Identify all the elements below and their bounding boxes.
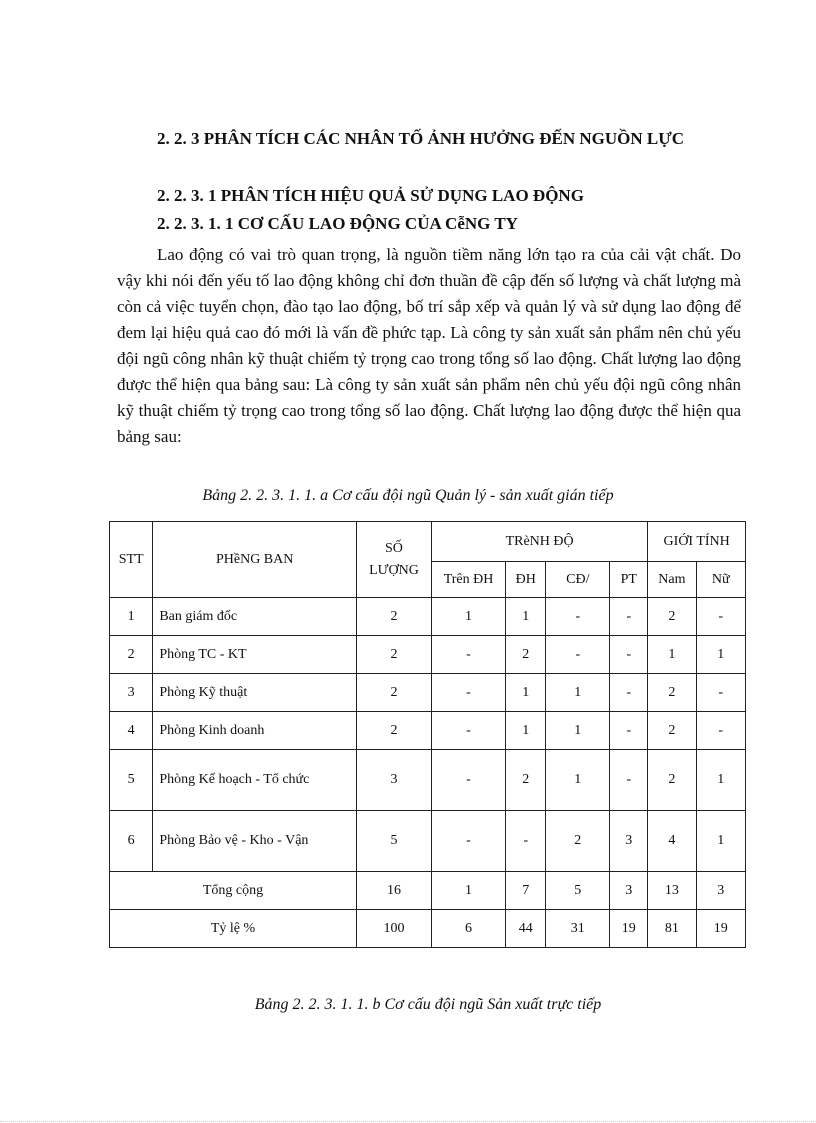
table-row bbox=[110, 712, 746, 750]
cell-uni: 1 bbox=[506, 674, 546, 712]
total-count: 16 bbox=[357, 872, 432, 910]
cell-dept: Phòng Bảo vệ - Kho - Vận bbox=[153, 811, 357, 872]
cell-stt: 4 bbox=[110, 712, 153, 750]
ratio-row bbox=[110, 910, 746, 948]
cell-male: 2 bbox=[648, 750, 696, 811]
section-heading-2-2-3: 2. 2. 3 PHÂN TÍCH CÁC NHÂN TỐ ẢNH HƯỞNG ĐẾN NGUỒN LỰC bbox=[157, 129, 685, 148]
body-paragraph: Lao động có vai trò quan trọng, là nguồn tiềm năng lớn tạo ra của cải vật chất. Do vậy khi nói đến yếu tố lao động không chỉ đơn thuần đề cập đến số lượng và chất lượng mà còn cả việc tuyển chọn, đào tạo lao động, bố trí sắp xếp và quản lý và sử dụng lao động để đem lại hiệu quả cao đó mới là vấn đề phức tạp. Là công ty sản xuất sản phẩm nên chủ yếu đội ngũ công nhân kỹ thuật chiếm tỷ trọng cao trong tổng số lao động. Chất lượng lao động được thể hiện qua bảng sau: Là công ty sản xuất sản phẩm nên chủ yếu đội ngũ công nhân kỹ thuật chiếm tỷ trọng cao trong tổng số lao động. Chất lượng lao động được thể hiện qua bảng sau: bbox=[117, 245, 741, 446]
cell-count: 2 bbox=[357, 636, 432, 674]
cell-college: 1 bbox=[546, 674, 610, 712]
cell-above-uni: 1 bbox=[431, 598, 505, 636]
ratio-count: 100 bbox=[357, 910, 432, 948]
section-heading-2-2-3-1-1: 2. 2. 3. 1. 1 CƠ CẤU LAO ĐỘNG CỦA CễNG TY bbox=[157, 214, 518, 233]
cell-pt: - bbox=[610, 750, 648, 811]
cell-pt: - bbox=[610, 598, 648, 636]
cell-pt: - bbox=[610, 712, 648, 750]
cell-count: 2 bbox=[357, 674, 432, 712]
cell-stt: 5 bbox=[110, 750, 153, 811]
header-uni: ĐH bbox=[506, 562, 546, 598]
cell-pt: - bbox=[610, 674, 648, 712]
header-female: Nữ bbox=[696, 562, 746, 598]
cell-uni: 1 bbox=[506, 712, 546, 750]
table-row bbox=[110, 636, 746, 674]
cell-uni: 1 bbox=[506, 598, 546, 636]
cell-above-uni: - bbox=[431, 636, 505, 674]
cell-dept: Phòng Kế hoạch - Tổ chức bbox=[153, 750, 357, 811]
header-college: CĐ/ bbox=[546, 562, 610, 598]
ratio-pt: 19 bbox=[610, 910, 648, 948]
cell-dept: Phòng Kinh doanh bbox=[153, 712, 357, 750]
cell-college: - bbox=[546, 598, 610, 636]
table-row bbox=[110, 750, 746, 811]
header-gender: GIỚI TÍNH bbox=[648, 522, 746, 562]
ratio-label: Tỷ lệ % bbox=[110, 910, 357, 948]
cell-male: 4 bbox=[648, 811, 696, 872]
cell-pt: - bbox=[610, 636, 648, 674]
cell-dept: Phòng Kỹ thuật bbox=[153, 674, 357, 712]
total-row bbox=[110, 872, 746, 910]
total-above-uni: 1 bbox=[431, 872, 505, 910]
cell-above-uni: - bbox=[431, 811, 505, 872]
cell-above-uni: - bbox=[431, 712, 505, 750]
ratio-female: 19 bbox=[696, 910, 746, 948]
cell-female: 1 bbox=[696, 750, 746, 811]
ratio-male: 81 bbox=[648, 910, 696, 948]
section-heading-2-2-3-1: 2. 2. 3. 1 PHÂN TÍCH HIỆU QUẢ SỬ DỤNG LAO ĐỘNG bbox=[157, 186, 584, 205]
cell-female: 1 bbox=[696, 811, 746, 872]
cell-stt: 2 bbox=[110, 636, 153, 674]
cell-female: 1 bbox=[696, 636, 746, 674]
cell-dept: Ban giám đốc bbox=[153, 598, 357, 636]
cell-stt: 3 bbox=[110, 674, 153, 712]
header-stt: STT bbox=[110, 522, 153, 598]
table-caption-a: Bảng 2. 2. 3. 1. 1. a Cơ cấu đội ngũ Quản lý - sản xuất gián tiếp bbox=[202, 487, 614, 504]
cell-above-uni: - bbox=[431, 750, 505, 811]
total-female: 3 bbox=[696, 872, 746, 910]
labor-structure-table bbox=[109, 521, 746, 948]
cell-male: 2 bbox=[648, 674, 696, 712]
header-high-school: PT bbox=[610, 562, 648, 598]
total-college: 5 bbox=[546, 872, 610, 910]
header-count: SỐ LƯỢNG bbox=[357, 522, 432, 598]
cell-uni: 2 bbox=[506, 636, 546, 674]
cell-stt: 6 bbox=[110, 811, 153, 872]
cell-above-uni: - bbox=[431, 674, 505, 712]
header-row-1 bbox=[110, 522, 746, 562]
cell-female: - bbox=[696, 712, 746, 750]
cell-count: 2 bbox=[357, 712, 432, 750]
cell-uni: 2 bbox=[506, 750, 546, 811]
table-row bbox=[110, 811, 746, 872]
table-row bbox=[110, 674, 746, 712]
cell-count: 3 bbox=[357, 750, 432, 811]
cell-count: 2 bbox=[357, 598, 432, 636]
cell-male: 2 bbox=[648, 712, 696, 750]
cell-college: 2 bbox=[546, 811, 610, 872]
cell-college: - bbox=[546, 636, 610, 674]
header-level: TRèNH ĐỘ bbox=[431, 522, 647, 562]
page-bottom-edge bbox=[0, 1121, 816, 1122]
header-dept: PHềNG BAN bbox=[153, 522, 357, 598]
cell-dept: Phòng TC - KT bbox=[153, 636, 357, 674]
table-row bbox=[110, 598, 746, 636]
ratio-above-uni: 6 bbox=[431, 910, 505, 948]
cell-college: 1 bbox=[546, 712, 610, 750]
header-male: Nam bbox=[648, 562, 696, 598]
total-pt: 3 bbox=[610, 872, 648, 910]
total-label: Tổng cộng bbox=[110, 872, 357, 910]
cell-college: 1 bbox=[546, 750, 610, 811]
cell-male: 1 bbox=[648, 636, 696, 674]
ratio-uni: 44 bbox=[506, 910, 546, 948]
header-above-uni: Trên ĐH bbox=[431, 562, 505, 598]
cell-male: 2 bbox=[648, 598, 696, 636]
ratio-college: 31 bbox=[546, 910, 610, 948]
cell-female: - bbox=[696, 598, 746, 636]
cell-pt: 3 bbox=[610, 811, 648, 872]
table-caption-b: Bảng 2. 2. 3. 1. 1. b Cơ cấu đội ngũ Sản xuất trực tiếp bbox=[254, 996, 602, 1013]
cell-female: - bbox=[696, 674, 746, 712]
cell-stt: 1 bbox=[110, 598, 153, 636]
cell-uni: - bbox=[506, 811, 546, 872]
total-male: 13 bbox=[648, 872, 696, 910]
cell-count: 5 bbox=[357, 811, 432, 872]
total-uni: 7 bbox=[506, 872, 546, 910]
